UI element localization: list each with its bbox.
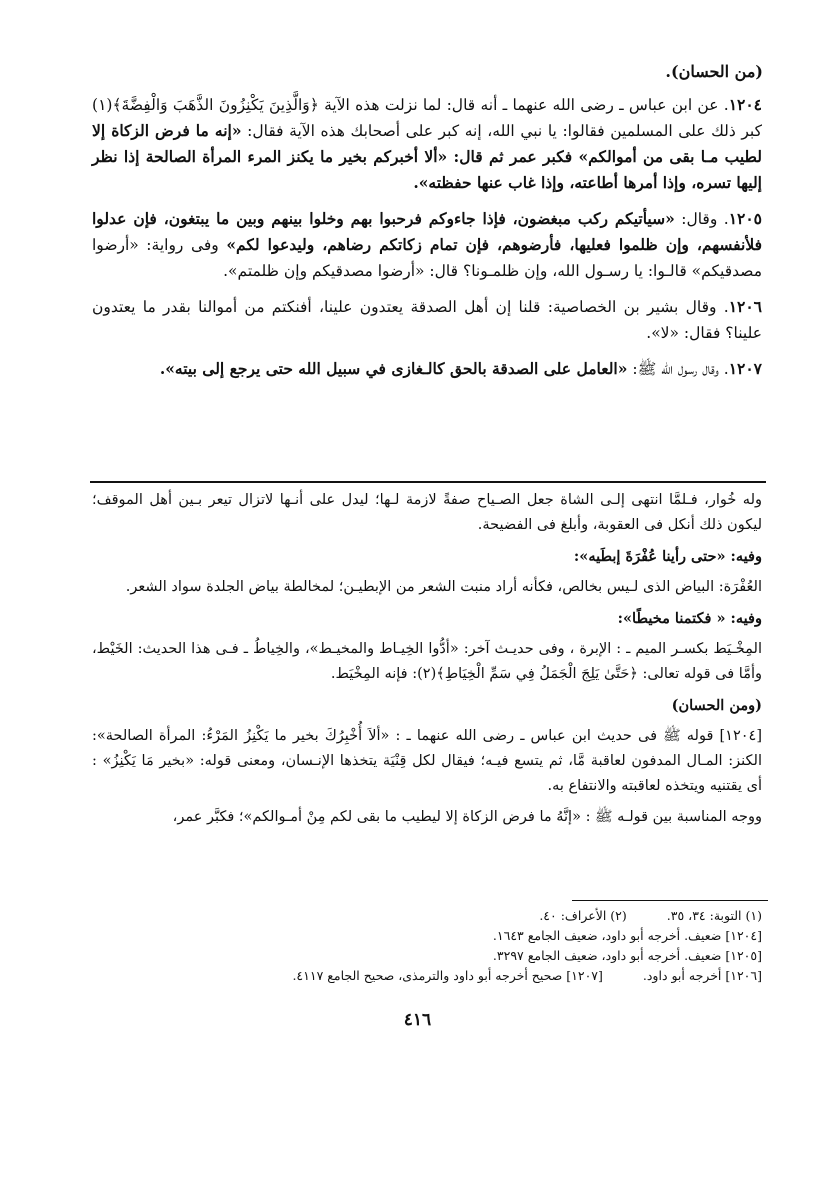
commentary-paragraph: وله خُوار، فـلمَّا انتهى إلـى الشاة جعل الصـياح صفةً لازمة لـها؛ ليدل على أنـها لاتزال تيعر بـين أهل الموقف؛ ليكون ذلك أنكل فى العقوبة، وأبلغ فى الفضيحة. — [92, 492, 762, 533]
footnote: (١) التوبة: ٣٤، ٣٥. — [666, 908, 762, 923]
footnote-row — [150, 906, 762, 926]
hadith-number: ١٢٠٤ — [728, 95, 762, 114]
footnote: [١٢٠٥] ضعيف. أخرجه أبو داود، ضعيف الجامع ٣٢٩٧. — [492, 948, 762, 963]
hadith-text: «سيأتيكم ركب مبغضون، فإذا جاءوكم فرحبوا بهم وخلوا بينهم وبين ما يبتغون، فإن عدلوا فلأنفسهم، وإن ظلموا فعليها، فأرضوهم، فإن تمام زكاتكم رضاهم، وليدعوا لكم» — [92, 209, 762, 254]
commentary-paragraph: العُفْرَة: البياض الذى لـيس بخالص، فكأنه أراد منبت الشعر من الإبطيـن؛ لمخالطة بياض الجلدة سواد الشعر. — [125, 579, 762, 595]
hadith-text: وقال بشير بن الخصاصية: قلنا إن أهل الصدقة يعتدون علينا، أفنكتم من أموالنا بقدر ما يعتدون علينا؟ فقال: «لا». — [92, 298, 762, 342]
footnote-row — [150, 946, 762, 966]
commentary-quote: وفيه: «حتى رأينا عُفْرَةَ إبطَيه»: — [573, 548, 762, 565]
footnote-row — [150, 966, 762, 986]
footnote: [١٢٠٤] ضعيف. أخرجه أبو داود، ضعيف الجامع ١٦٤٣. — [492, 928, 762, 943]
footnote: [١٢٠٦] أخرجه أبو داود. — [642, 968, 762, 983]
hadith-1207: ١٢٠٧. وقال رسول الله ﷺ: «العامل على الصدقة بالحق كالـغازى في سبيل الله حتى يرجع إلى بيته». — [159, 359, 762, 378]
commentary-paragraph: ووجه المناسبة بين قولـه ﷺ : «إنَّهُ ما فرض الزكاة إلا ليطيب ما بقى لكم مِنْ أمـوالكم»؛ فكبَّر عمر، — [172, 809, 762, 825]
hadith-intro: عن ابن عباس ـ رضى الله عنهما ـ أنه قال: لما نزلت هذه الآية ﴿وَالَّذِينَ يَكْنِزُونَ الذَّهَبَ وَالْفِضَّةَ﴾(١) كبر ذلك على المسلمين فقالوا: يا نبي الله، إنه كبر على أصحابك هذه الآية فقال: — [92, 96, 762, 140]
commentary-heading: (ومن الحسان) — [671, 697, 762, 714]
hadith-number: ١٢٠٦ — [728, 297, 762, 316]
section-heading: (من الحسان). — [665, 62, 763, 81]
hadith-variant: وفى رواية: «أرضوا مصدقيكم» قالـوا: يا رسـول الله، وإن ظلمـونا؟ قال: «أرضوا مصدقيكم وإن ظلمتم». — [92, 236, 762, 280]
hadith-text: «العامل على الصدقة بالحق كالـغازى في سبيل الله حتى يرجع إلى بيته». — [159, 359, 628, 378]
footnote: (٢) الأعراف: ٤٠. — [539, 908, 627, 923]
hadith-block — [92, 92, 762, 392]
hadith-intro: وقال: — [681, 210, 718, 228]
divider — [90, 481, 766, 483]
hadith-number: ١٢٠٥ — [728, 209, 762, 228]
hadith-number: ١٢٠٧ — [728, 359, 762, 378]
footnote: [١٢٠٧] صحيح أخرجه أبو داود والترمذى، صحيح الجامع ٤١١٧. — [292, 968, 603, 983]
footnote-divider — [572, 900, 768, 901]
page-number: ٤١٦ — [403, 1010, 432, 1030]
commentary-quote: وفيه: « فكتمنا مخيطًا»: — [617, 610, 762, 627]
commentary-paragraph: المِخْـيَط بكسـر الميم ـ : الإبرة ، وفى حديـث آخر: «أدُّوا الخِيـاط والمخيـط»، والخِياطُ ـ فـى هذا الحديث: الخَيْط، وأمَّا فى قوله تعالى: ﴿حَتَّىٰ يَلِجَ الْجَمَلُ فِي سَمِّ الْخِيَاطِ﴾(٢): فإنه المِخْيَط. — [92, 641, 762, 682]
footnote-row — [150, 926, 762, 946]
commentary-paragraph: [١٢٠٤] قوله ﷺ فى حديث ابن عباس ـ رضى الله عنهما ـ : «ألاَ أُخْبِرُكَ بخير ما يَكْنِزُ المَرْءُ: المرأة الصالحة»: الكنز: المـال المدفون لعاقبة مَّا، ثم يتسع فيـه؛ فيقال لكل قِنْيَة يتخذها الإنـسان، ومعنى قوله: «بخير مَا يَكْنِزُ» : أى يقتنيه ويتخذه لعاقبته والانتفاع به. — [92, 728, 762, 794]
footnotes — [150, 906, 762, 986]
hadith-1206: ١٢٠٦. وقال بشير بن الخصاصية: قلنا إن أهل الصدقة يعتدون علينا، أفنكتم من أموالنا بقدر ما يعتدون علينا؟ فقال: «لا». — [92, 297, 762, 342]
hadith-intro: وقال رسول الله ﷺ: — [632, 360, 719, 378]
hadith-1205: ١٢٠٥. وقال: «سيأتيكم ركب مبغضون، فإذا جاءوكم فرحبوا بهم وخلوا بينهم وبين ما يبتغون، فإن عدلوا فلأنفسهم، وإن ظلموا فعليها، فأرضوهم، فإن تمام زكاتكم رضاهم، وليدعوا لكم» وفى رواية: «أرضوا مصدقيكم» قالـوا: يا رسـول الله، وإن ظلمـونا؟ قال: «أرضوا مصدقيكم وإن ظلمتم». — [92, 209, 762, 280]
commentary-block — [92, 488, 762, 836]
hadith-text: «إنه ما فرض الزكاة إلا لطيب مـا بقى من أموالكم» فكبر عمر ثم قال: «ألا أخبركم بخير ما يكنز المرء المرأة الصالحة إذا نظر إليها تسره، وإذا أمرها أطاعته، وإذا غاب عنها حفظته». — [92, 121, 762, 192]
hadith-1204: ١٢٠٤. عن ابن عباس ـ رضى الله عنهما ـ أنه قال: لما نزلت هذه الآية ﴿وَالَّذِينَ يَكْنِزُونَ الذَّهَبَ وَالْفِضَّةَ﴾(١) كبر ذلك على المسلمين فقالوا: يا نبي الله، إنه كبر على أصحابك هذه الآية فقال: «إنه ما فرض الزكاة إلا لطيب مـا بقى من أموالكم» فكبر عمر ثم قال: «ألا أخبركم بخير ما يكنز المرء المرأة الصالحة إذا نظر إليها تسره، وإذا أمرها أطاعته، وإذا غاب عنها حفظته». — [92, 95, 762, 192]
